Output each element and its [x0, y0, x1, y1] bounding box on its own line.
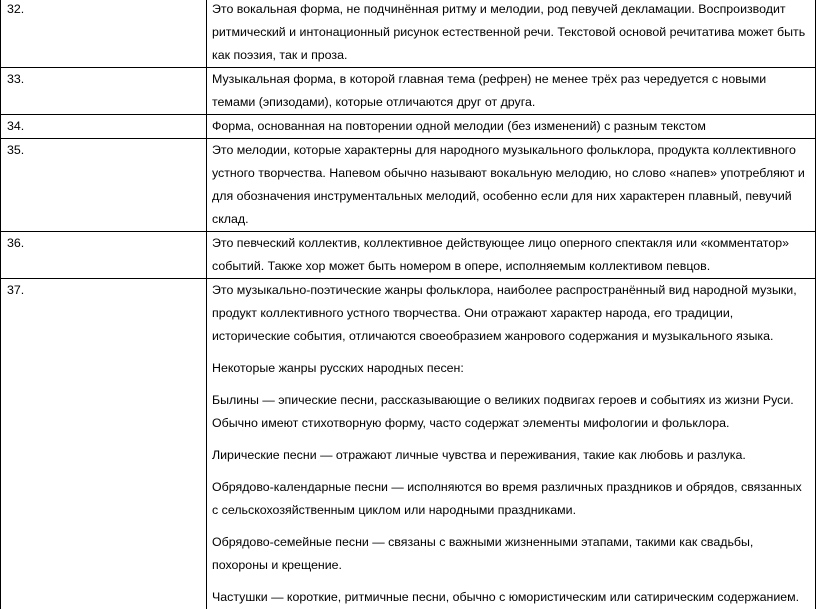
- row-text: [207, 139, 816, 232]
- row-text: [207, 115, 816, 139]
- table-row: [1, 232, 816, 279]
- row-number: 37.: [1, 279, 207, 609]
- row-text: [207, 279, 816, 609]
- paragraph: Обрядово-календарные песни — исполняются во время различных праздников и обрядов, связанных с сельскохозяйственным циклом или народными праздниками.: [212, 476, 809, 522]
- paragraph: Обрядово-семейные песни — связаны с важными жизненными этапами, такими как свадьбы, похороны и крещение.: [212, 531, 809, 577]
- paragraph: Это вокальная форма, не подчинённая ритму и мелодии, род певучей декламации. Воспроизводит ритмический и интонационный рисунок естественной речи. Текстовой основой речитатива может быть как поэзия, так и проза.: [212, 0, 809, 67]
- paragraph: Это певческий коллектив, коллективное действующее лицо оперного спектакля или «комментатор» событий. Также хор может быть номером в опере, исполняемым коллективом певцов.: [212, 232, 809, 278]
- table-row: [1, 115, 816, 139]
- row-text: [207, 68, 816, 115]
- table-row: [1, 0, 816, 68]
- paragraph: Музыкальная форма, в которой главная тема (рефрен) не менее трёх раз чередуется с новыми темами (эпизодами), которые отличаются друг от друга.: [212, 68, 809, 114]
- paragraph: Это мелодии, которые характерны для народного музыкального фольклора, продукта коллективного устного творчества. Напевом обычно называют вокальную мелодию, но слово «напев» употребляют и для обозначения инструментальных мелодий, особенно если для них характерен плавный, певучий склад.: [212, 139, 809, 231]
- table-row: [1, 139, 816, 232]
- paragraph: Это музыкально-поэтические жанры фольклора, наиболее распространённый вид народной музыки, продукт коллективного устного творчества. Они отражают характер народа, его традиции, исторические события, отличаются своеобразием жанрового содержания и музыкального языка.: [212, 279, 809, 348]
- paragraph: Некоторые жанры русских народных песен:: [212, 357, 809, 380]
- row-number: 33.: [1, 68, 207, 115]
- paragraph: Лирические песни — отражают личные чувства и переживания, такие как любовь и разлука.: [212, 444, 809, 467]
- row-text: [207, 232, 816, 279]
- paragraph: Былины — эпические песни, рассказывающие о великих подвигах героев и событиях из жизни Руси. Обычно имеют стихотворную форму, часто содержат элементы мифологии и фольклора.: [212, 389, 809, 435]
- row-number: 32.: [1, 0, 207, 68]
- row-text: [207, 0, 816, 68]
- row-number: 36.: [1, 232, 207, 279]
- row-number: 34.: [1, 115, 207, 139]
- row-number: 35.: [1, 139, 207, 232]
- paragraph: Частушки — короткие, ритмичные песни, обычно с юмористическим или сатирическим содержанием.: [212, 586, 809, 609]
- table-row: [1, 279, 816, 609]
- paragraph: Форма, основанная на повторении одной мелодии (без изменений) с разным текстом: [212, 115, 809, 138]
- table-row: [1, 68, 816, 115]
